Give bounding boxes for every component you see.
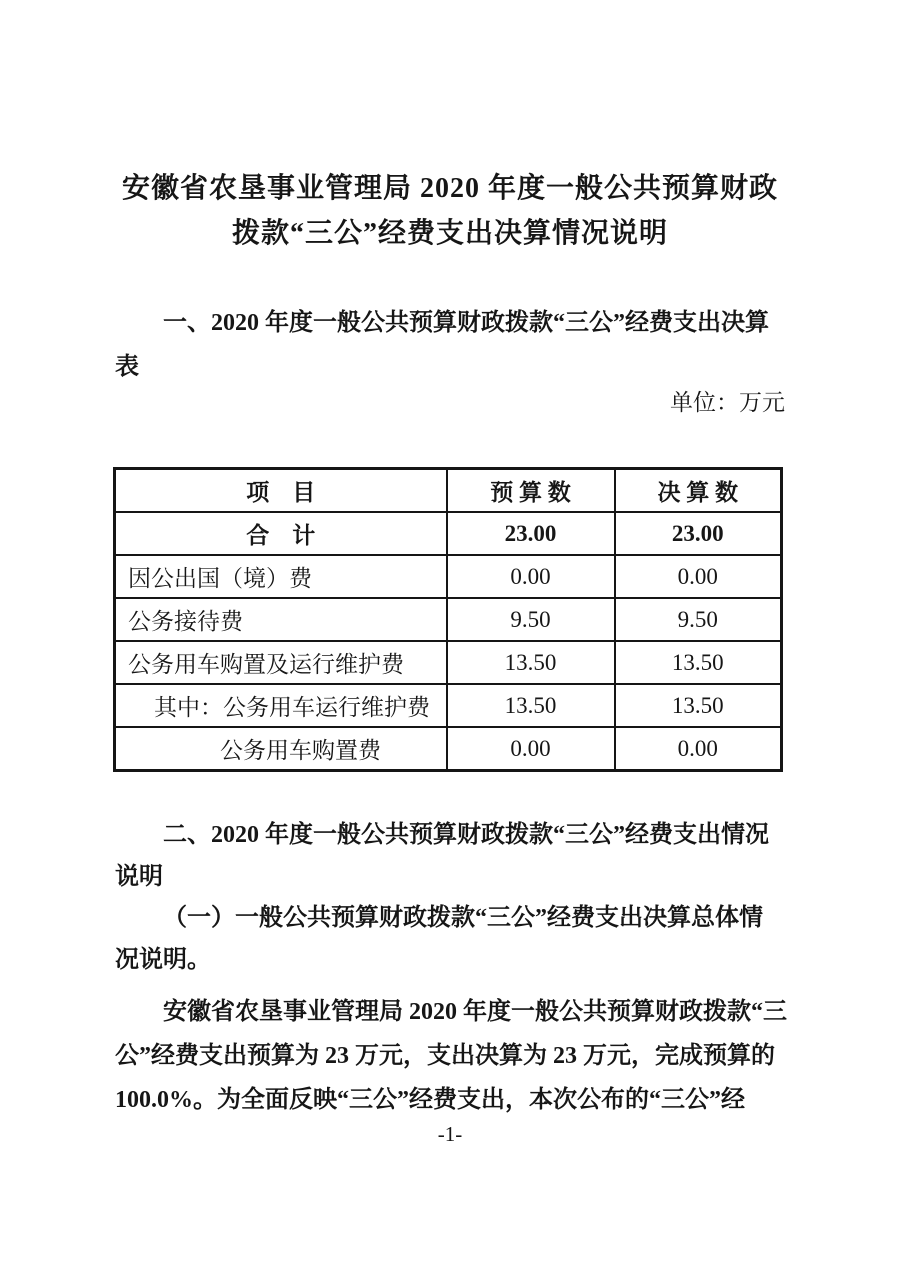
paragraph-line-1: 安徽省农垦事业管理局 2020 年度一般公共预算财政拨款“三 bbox=[163, 999, 787, 1025]
row-vehicle-operation-budget: 13.50 bbox=[447, 684, 615, 727]
table-header-row bbox=[115, 469, 782, 513]
row-reception-item: 公务接待费 bbox=[115, 598, 447, 641]
row-vehicle-operation-item: 其中：公务用车运行维护费 bbox=[115, 684, 447, 727]
row-vehicle-purchase-budget: 0.00 bbox=[447, 727, 615, 771]
section-2-heading-line-1: 二、2020 年度一般公共预算财政拨款“三公”经费支出情况 bbox=[163, 822, 769, 848]
row-abroad-budget: 0.00 bbox=[447, 555, 615, 598]
row-vehicle-total-budget: 13.50 bbox=[447, 641, 615, 684]
section-1-heading-line-1: 一、2020 年度一般公共预算财政拨款“三公”经费支出决算 bbox=[163, 310, 769, 336]
table-header-final: 决 算 数 bbox=[615, 469, 782, 513]
table-header-budget: 预 算 数 bbox=[447, 469, 615, 513]
section-2-heading-line-2: 说明 bbox=[115, 864, 163, 890]
row-total-budget: 23.00 bbox=[447, 512, 615, 555]
table-row-reception bbox=[115, 598, 782, 641]
document-title bbox=[0, 166, 900, 256]
table-row-vehicle-operation bbox=[115, 684, 782, 727]
paragraph-line-2: 公”经费支出预算为 23 万元，支出决算为 23 万元，完成预算的 bbox=[115, 1043, 775, 1069]
row-total-item: 合 计 bbox=[115, 512, 447, 555]
table-row-total bbox=[115, 512, 782, 555]
document-title-line-1: 安徽省农垦事业管理局 2020 年度一般公共预算财政 bbox=[121, 173, 778, 204]
section-2-subheading bbox=[115, 897, 815, 981]
table-row-abroad bbox=[115, 555, 782, 598]
section-2-paragraph bbox=[115, 990, 815, 1122]
row-vehicle-purchase-final: 0.00 bbox=[615, 727, 782, 771]
row-vehicle-total-item: 公务用车购置及运行维护费 bbox=[115, 641, 447, 684]
table-header-item: 项 目 bbox=[115, 469, 447, 513]
row-vehicle-total-final: 13.50 bbox=[615, 641, 782, 684]
three-public-expense-table bbox=[113, 467, 783, 772]
page-number: -1- bbox=[437, 1122, 463, 1146]
section-1-heading-line-2: 表 bbox=[115, 354, 139, 380]
table-row-vehicle-total bbox=[115, 641, 782, 684]
row-vehicle-purchase-item: 公务用车购置费 bbox=[115, 727, 447, 771]
row-total-final: 23.00 bbox=[615, 512, 782, 555]
row-abroad-item: 因公出国（境）费 bbox=[115, 555, 447, 598]
document-title-line-2: 拨款“三公”经费支出决算情况说明 bbox=[231, 218, 668, 249]
row-reception-budget: 9.50 bbox=[447, 598, 615, 641]
section-2-heading bbox=[115, 814, 815, 898]
row-abroad-final: 0.00 bbox=[615, 555, 782, 598]
table-unit-label: 单位：万元 bbox=[670, 390, 785, 415]
row-reception-final: 9.50 bbox=[615, 598, 782, 641]
table-row-vehicle-purchase bbox=[115, 727, 782, 771]
paragraph-line-3: 100.0%。为全面反映“三公”经费支出，本次公布的“三公”经 bbox=[115, 1087, 745, 1113]
section-2-subheading-line-2: 况说明。 bbox=[115, 947, 211, 973]
section-2-subheading-line-1: （一）一般公共预算财政拨款“三公”经费支出决算总体情 bbox=[163, 905, 763, 931]
row-vehicle-operation-final: 13.50 bbox=[615, 684, 782, 727]
section-1-heading bbox=[115, 301, 815, 389]
